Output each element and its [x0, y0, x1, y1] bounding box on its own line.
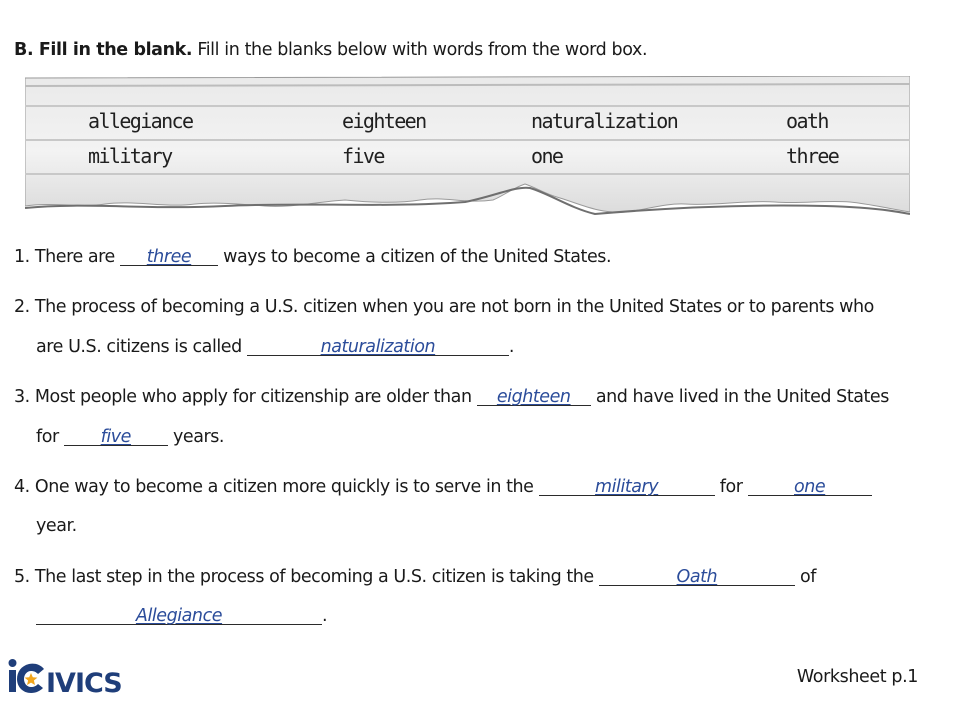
section-label: B. Fill in the blank. [14, 40, 193, 60]
word-box [25, 76, 910, 224]
blank-q2 [247, 339, 509, 356]
answer-q4a: military [595, 477, 659, 497]
question-5-line-2: Allegiance . [36, 606, 327, 626]
answer-q1: three [146, 247, 192, 267]
question-3-line-2: for five years. [36, 427, 224, 447]
word-one: one [531, 144, 563, 168]
blank-q5b [36, 608, 322, 625]
answer-q4b: one [793, 477, 826, 497]
blank-q3a [477, 389, 591, 406]
question-4-line-1: 4. One way to become a citizen more quickly is to serve in the military for one [14, 477, 872, 497]
question-3-line-1: 3. Most people who apply for citizenship are older than eighteen and have lived in the United States [14, 387, 889, 407]
question-2-line-2: are U.S. citizens is called naturalization . [36, 337, 514, 357]
answer-q3b: five [100, 427, 132, 447]
answer-q5a: Oath [676, 567, 718, 587]
svg-text:IVICS: IVICS [46, 668, 122, 696]
blank-q4a [539, 479, 715, 496]
question-5-line-1: 5. The last step in the process of becoming a U.S. citizen is taking the Oath of [14, 567, 816, 587]
word-eighteen: eighteen [342, 109, 426, 133]
answer-q3a: eighteen [496, 387, 571, 407]
answer-q2: naturalization [320, 337, 436, 357]
word-three: three [786, 144, 839, 168]
word-allegiance: allegiance [88, 109, 193, 133]
blank-q4b [748, 479, 872, 496]
word-five: five [342, 144, 384, 168]
question-2-line-1: 2. The process of becoming a U.S. citizen when you are not born in the United States or to parents who [14, 297, 874, 317]
section-instructions: Fill in the blanks below with words from the word box. [197, 40, 648, 60]
answer-q5b: Allegiance [135, 606, 223, 626]
section-header [14, 40, 647, 60]
icivics-logo-mark [8, 658, 144, 696]
page-label: Worksheet p.1 [796, 667, 918, 687]
word-oath: oath [786, 109, 828, 133]
blank-q5a [599, 569, 795, 586]
blank-q3b [64, 429, 168, 446]
word-naturalization: naturalization [531, 109, 678, 133]
word-military: military [88, 144, 172, 168]
question-4-line-2: year. [36, 516, 77, 536]
logo-wordmark: iCIVI [76, 667, 144, 696]
blank-q1 [120, 249, 218, 266]
icivics-logo [8, 658, 144, 700]
question-1: 1. There are three ways to become a citizen of the United States. [14, 247, 612, 267]
